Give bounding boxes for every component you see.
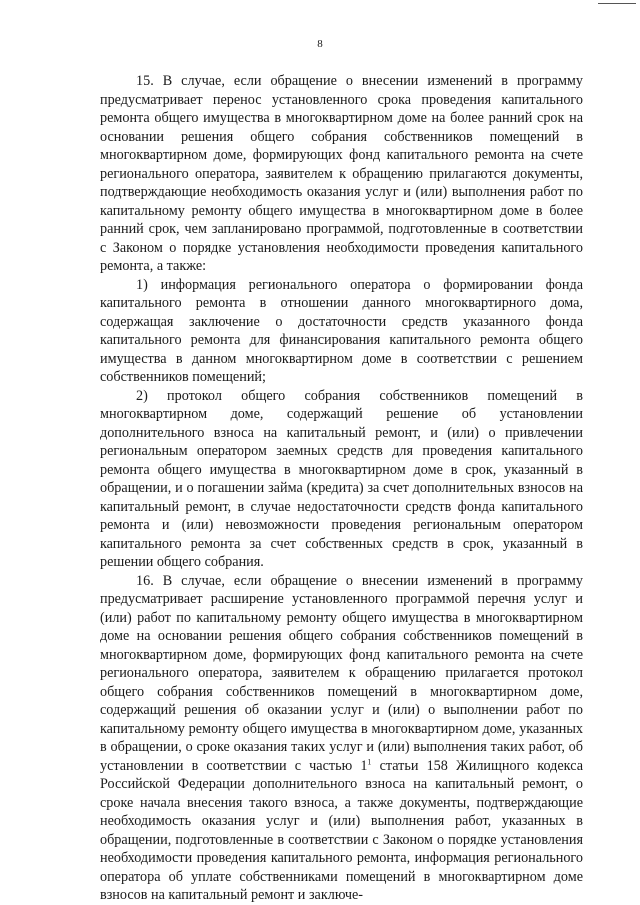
paragraph-16-text-start: 16. В случае, если обращение о внесении изменений в программу предусматривает расширение установленного программой перечня услуг и (или) работ по капитальному ремонту общего имущества в многоквартирном доме на основании решения общего собрания собственников помещений в многоквартирном доме, формирующих фонд капитального ремонта на счете регионального оператора, заявителем к обращению прилагается протокол общего собрания собственников помещений в многоквартирном доме, содержащий решения об оказании услуг и (или) о выполнении работ по капитальному ремонту общего имущества в многоквартирном доме, указанных в обращении, о сроке оказания таких услуг и (или) выполнения таких работ, об установлении в соответствии с частью 1 (100, 572, 583, 774)
paragraph-15: 15. В случае, если обращение о внесении изменений в программу предусматривает перенос установленного срока проведения капитального ремонта общего имущества в многоквартирном доме на более ранний срок на основании решения общего собрания собственников помещений в многоквартирном доме, формирующих фонд капитального ремонта на счете регионального оператора, заявителем к обращению прилагаются документы, подтверждающие необходимость оказания услуг и (или) выполнения работ по капитальному ремонту общего имущества в многоквартирном доме в более ранний срок, чем запланировано программой, подготовленные в соответствии с Законом о порядке установления необходимости проведения капитального ремонта, а также: (100, 73, 583, 274)
paragraph-16 (100, 572, 583, 905)
page-number: 8 (317, 38, 323, 50)
superscript-part-number: 1 (367, 756, 372, 766)
paragraph-15-item-1: 1) информация регионального оператора о формировании фонда капитального ремонта в отношении данного многоквартирного дома, содержащая заключение о достаточности средств указанного фонда капитального ремонта для финансирования капитального ремонта общего имущества в данном многоквартирном доме в соответствии с решением собственников помещений; (100, 276, 583, 385)
scan-corner-mark (598, 3, 636, 4)
paragraph-16-text-end: статьи 158 Жилищного кодекса Российской Федерации дополнительного взноса на капитальный ремонт, о сроке начала внесения такого взноса, а также документы, подтверждающие необходимость оказания услуг и (или) выполнения работ, указанных в обращении, подготовленные в соответствии с Законом о порядке установления необходимости проведения капитального ремонта, информация регионального оператора об уплате собственниками помещений в многоквартирном доме взносов на капитальный ремонт и заключе- (100, 757, 583, 903)
document-body (100, 72, 583, 905)
paragraph-15-item-2: 2) протокол общего собрания собственников помещений в многоквартирном доме, содержащий решение об установлении дополнительного взноса на капитальный ремонт, и (или) о привлечении региональным оператором заемных средств для проведения капитального ремонта общего имущества в многоквартирном доме в срок, указанный в обращении, и о погашении займа (кредита) за счет дополнительных взносов на капитальный ремонт, в случае недостаточности средств фонда капитального ремонта и (или) невозможности проведения региональным оператором капитального ремонта за счет собственных средств в срок, указанный в решении общего собрания. (100, 387, 583, 570)
